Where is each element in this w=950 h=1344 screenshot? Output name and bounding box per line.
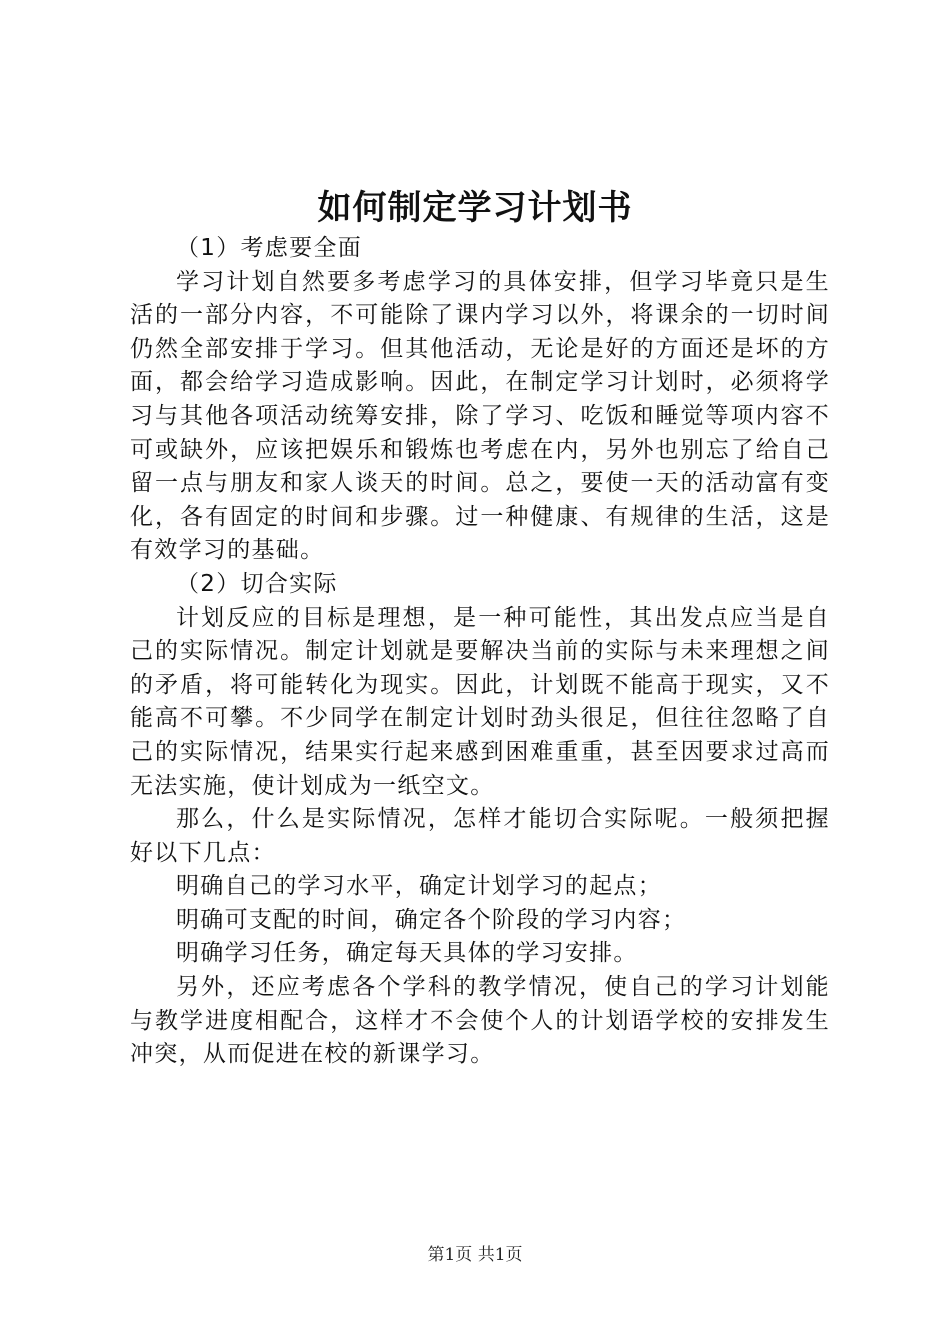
document-title: 如何制定学习计划书	[317, 188, 633, 228]
section-heading-practical: （2）切合实际	[176, 570, 338, 597]
paragraph-practical: 计划反应的目标是理想，是一种可能性，其出发点应当是自己的实际情况。制定计划就是要解决当前的实际与未来理想之间的矛盾，将可能转化为现实。因此，计划既不能高于现实，又不能高不可攀。不少同学在制定计划时劲头很足，但往往忽略了自己的实际情况，结果实行起来感到困难重重，甚至因要求过高而无法实施，使计划成为一纸空文。	[130, 604, 830, 799]
paragraph-comprehensive: 学习计划自然要多考虑学习的具体安排，但学习毕竟只是生活的一部分内容，不可能除了课内学习以外，将课余的一切时间仍然全部安排于学习。但其他活动，无论是好的方面还是坏的方面，都会给学习造成影响。因此，在制定学习计划时，必须将学习与其他各项活动统筹安排，除了学习、吃饭和睡觉等项内容不可或缺外，应该把娱乐和锻炼也考虑在内，另外也别忘了给自己留一点与朋友和家人谈天的时间。总之，要使一天的活动富有变化，各有固定的时间和步骤。过一种健康、有规律的生活，这是有效学习的基础。	[130, 268, 830, 564]
paragraph-how-to: 那么，什么是实际情况，怎样才能切合实际呢。一般须把握好以下几点：	[130, 806, 830, 866]
page-footer: 第1页 共1页	[427, 1245, 523, 1265]
document-body	[130, 232, 830, 1072]
section-heading-comprehensive: （1）考虑要全面	[176, 235, 363, 261]
paragraph-conclusion: 另外，还应考虑各个学科的教学情况，使自己的学习计划能与教学进度相配合，这样才不会使个人的计划语学校的安排发生冲突，从而促进在校的新课学习。	[130, 974, 830, 1068]
list-item-level: 明确自己的学习水平，确定计划学习的起点；	[176, 873, 662, 900]
list-item-time: 明确可支配的时间，确定各个阶段的学习内容；	[176, 906, 687, 933]
list-item-task: 明确学习任务，确定每天具体的学习安排。	[176, 940, 638, 967]
